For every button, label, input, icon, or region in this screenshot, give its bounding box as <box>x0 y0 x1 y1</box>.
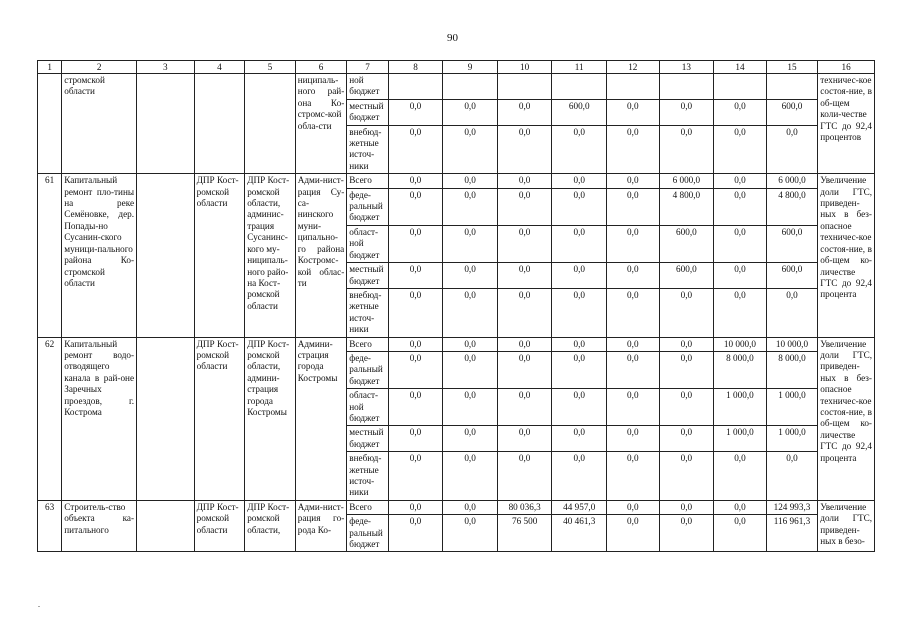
value-cell: 0,0 <box>766 288 818 337</box>
value-cell: 0,0 <box>443 188 498 225</box>
value-cell: 0,0 <box>552 452 607 501</box>
value-cell: 0,0 <box>714 174 767 188</box>
value-cell: 0,0 <box>607 452 660 501</box>
value-cell: 0,0 <box>388 188 443 225</box>
column-header-7: 7 <box>347 61 388 74</box>
value-cell: 0,0 <box>607 99 660 125</box>
funding-type: феде-ральный бюджет <box>347 351 388 388</box>
value-cell: 0,0 <box>552 337 607 351</box>
continuation-row <box>38 74 875 100</box>
cell-col6: ниципаль-ного рай-она Ко-стромс-кой обла-сти <box>295 74 347 174</box>
column-header-4: 4 <box>194 61 245 74</box>
value-cell: 0,0 <box>443 99 498 125</box>
value-cell: 0,0 <box>659 452 714 501</box>
funding-type: Всего <box>347 174 388 188</box>
value-cell: 600,0 <box>766 99 818 125</box>
value-cell: 0,0 <box>552 389 607 426</box>
funding-type: местный бюджет <box>347 263 388 289</box>
cell-col3 <box>137 74 195 174</box>
value-cell: 40 461,3 <box>552 515 607 552</box>
value-cell: 0,0 <box>607 500 660 514</box>
value-cell: 0,0 <box>388 452 443 501</box>
measure-name: Строитель-ство объекта ка-питального <box>62 500 137 552</box>
value-cell: 600,0 <box>659 225 714 262</box>
value-cell: 6 000,0 <box>766 174 818 188</box>
value-cell <box>388 74 443 100</box>
value-cell: 0,0 <box>497 288 552 337</box>
value-cell: 0,0 <box>497 174 552 188</box>
header-row <box>38 61 875 74</box>
cell-col1 <box>38 74 62 174</box>
value-cell: 0,0 <box>388 263 443 289</box>
value-cell: 0,0 <box>766 452 818 501</box>
value-cell: 8 000,0 <box>766 351 818 388</box>
value-cell: 0,0 <box>443 452 498 501</box>
funding-type: област-ной бюджет <box>347 389 388 426</box>
cell-name: стромской области <box>62 74 137 174</box>
value-cell: 0,0 <box>388 174 443 188</box>
row-number: 63 <box>38 500 62 552</box>
value-cell: 0,0 <box>607 125 660 174</box>
expected-result: Увеличение доли ГТС, приведен-ных в без-опасное техничес-кое состоя-ние, в об-щем ко-личестве ГТС до 92,4 процента <box>818 337 875 500</box>
value-cell <box>607 74 660 100</box>
value-cell: 8 000,0 <box>714 351 767 388</box>
value-cell: 124 993,3 <box>766 500 818 514</box>
value-cell: 600,0 <box>659 263 714 289</box>
value-cell: 0,0 <box>443 351 498 388</box>
value-cell: 0,0 <box>497 426 552 452</box>
value-cell: 0,0 <box>388 426 443 452</box>
value-cell: 0,0 <box>443 263 498 289</box>
funding-type: област-ной бюджет <box>347 225 388 262</box>
column-header-6: 6 <box>295 61 347 74</box>
expected-result: Увеличение доли ГТС, приведен-ных в безо- <box>818 500 875 552</box>
funding-type: местный бюджет <box>347 99 388 125</box>
cell-col3 <box>137 337 195 500</box>
funding-type: ной бюджет <box>347 74 388 100</box>
value-cell: 0,0 <box>388 500 443 514</box>
co-executor: ДПР Кост-ромской области, админис-трация Сусанинс-кого му-ниципаль-ного райо-на Кост-ромской области <box>245 174 296 337</box>
value-cell: 0,0 <box>607 188 660 225</box>
value-cell: 600,0 <box>766 263 818 289</box>
value-cell: 0,0 <box>607 263 660 289</box>
column-header-14: 14 <box>714 61 767 74</box>
responsible-executor: ДПР Кост-ромской области <box>194 500 245 552</box>
value-cell: 0,0 <box>607 426 660 452</box>
participant: Адми-нист-рация го-рода Ко- <box>295 500 347 552</box>
value-cell: 0,0 <box>497 99 552 125</box>
participant: Адми-нист-рация Су-са-нинского муни-ципально-го района Костромс-кой облас-ти <box>295 174 347 337</box>
value-cell: 0,0 <box>766 125 818 174</box>
value-cell: 0,0 <box>443 515 498 552</box>
value-cell: 0,0 <box>659 125 714 174</box>
value-cell: 0,0 <box>714 452 767 501</box>
co-executor: ДПР Кост-ромской области, <box>245 500 296 552</box>
co-executor: ДПР Кост-ромской области, админи-страция города Костромы <box>245 337 296 500</box>
column-header-13: 13 <box>659 61 714 74</box>
funding-type: местный бюджет <box>347 426 388 452</box>
responsible-executor: ДПР Кост-ромской области <box>194 174 245 337</box>
value-cell: 0,0 <box>443 225 498 262</box>
value-cell: 116 961,3 <box>766 515 818 552</box>
value-cell: 0,0 <box>552 288 607 337</box>
value-cell: 1 000,0 <box>714 389 767 426</box>
value-cell: 0,0 <box>443 174 498 188</box>
value-cell: 0,0 <box>497 351 552 388</box>
table-row <box>38 337 875 351</box>
funding-type: феде-ральный бюджет <box>347 515 388 552</box>
value-cell: 0,0 <box>607 389 660 426</box>
value-cell: 1 000,0 <box>766 389 818 426</box>
column-header-16: 16 <box>818 61 875 74</box>
value-cell: 10 000,0 <box>766 337 818 351</box>
column-header-12: 12 <box>607 61 660 74</box>
value-cell: 600,0 <box>552 99 607 125</box>
value-cell: 0,0 <box>552 188 607 225</box>
value-cell: 0,0 <box>607 351 660 388</box>
value-cell: 0,0 <box>552 351 607 388</box>
table-body <box>38 61 875 552</box>
value-cell: 0,0 <box>497 188 552 225</box>
program-table <box>37 60 875 552</box>
value-cell: 0,0 <box>443 125 498 174</box>
value-cell: 6 000,0 <box>659 174 714 188</box>
value-cell: 0,0 <box>714 515 767 552</box>
value-cell: 0,0 <box>659 389 714 426</box>
value-cell: 0,0 <box>659 500 714 514</box>
responsible-executor: ДПР Кост-ромской области <box>194 337 245 500</box>
value-cell: 0,0 <box>714 500 767 514</box>
funding-type: Всего <box>347 500 388 514</box>
value-cell: 0,0 <box>714 125 767 174</box>
cell-result: техничес-кое состоя-ние, в об-щем коли-честве ГТС до 92,4 процентов <box>818 74 875 174</box>
value-cell: 0,0 <box>388 125 443 174</box>
funding-type: феде-ральный бюджет <box>347 188 388 225</box>
column-header-3: 3 <box>137 61 195 74</box>
funding-type: внебюд-жетные источ-ники <box>347 288 388 337</box>
value-cell: 0,0 <box>659 99 714 125</box>
column-header-15: 15 <box>766 61 818 74</box>
value-cell: 0,0 <box>607 288 660 337</box>
measure-name: Капитальный ремонт пло-тины на реке Семёновке, дер. Попады-но Сусанин-ского муници-пального района Ко-стромской области <box>62 174 137 337</box>
column-header-9: 9 <box>443 61 498 74</box>
value-cell: 0,0 <box>388 288 443 337</box>
value-cell <box>497 74 552 100</box>
value-cell: 44 957,0 <box>552 500 607 514</box>
value-cell: 0,0 <box>607 515 660 552</box>
value-cell <box>443 74 498 100</box>
value-cell <box>552 74 607 100</box>
funding-type: Всего <box>347 337 388 351</box>
table-row <box>38 500 875 514</box>
value-cell: 1 000,0 <box>766 426 818 452</box>
row-number: 61 <box>38 174 62 337</box>
column-header-5: 5 <box>245 61 296 74</box>
value-cell: 0,0 <box>714 188 767 225</box>
value-cell: 0,0 <box>443 288 498 337</box>
value-cell: 0,0 <box>388 225 443 262</box>
value-cell: 4 800,0 <box>659 188 714 225</box>
value-cell: 0,0 <box>607 174 660 188</box>
value-cell: 0,0 <box>552 263 607 289</box>
footer-mark: . <box>38 600 40 609</box>
value-cell: 0,0 <box>552 125 607 174</box>
value-cell: 0,0 <box>388 389 443 426</box>
value-cell: 600,0 <box>766 225 818 262</box>
funding-type: внебюд-жетные источ-ники <box>347 125 388 174</box>
cell-col5 <box>245 74 296 174</box>
value-cell: 0,0 <box>388 351 443 388</box>
value-cell: 0,0 <box>552 174 607 188</box>
table-row <box>38 174 875 188</box>
participant: Админи-страция города Костромы <box>295 337 347 500</box>
value-cell: 0,0 <box>714 288 767 337</box>
value-cell <box>659 74 714 100</box>
value-cell: 0,0 <box>659 515 714 552</box>
value-cell: 0,0 <box>388 99 443 125</box>
value-cell: 0,0 <box>497 337 552 351</box>
column-header-11: 11 <box>552 61 607 74</box>
cell-col4 <box>194 74 245 174</box>
value-cell <box>714 74 767 100</box>
value-cell: 1 000,0 <box>714 426 767 452</box>
cell-col3 <box>137 174 195 337</box>
value-cell: 4 800,0 <box>766 188 818 225</box>
value-cell: 0,0 <box>659 337 714 351</box>
column-header-1: 1 <box>38 61 62 74</box>
value-cell: 0,0 <box>552 426 607 452</box>
measure-name: Капитальный ремонт водо-отводящего канала в рай-оне Заречных проездов, г. Кострома <box>62 337 137 500</box>
column-header-2: 2 <box>62 61 137 74</box>
value-cell: 10 000,0 <box>714 337 767 351</box>
value-cell: 0,0 <box>497 389 552 426</box>
row-number: 62 <box>38 337 62 500</box>
cell-col3 <box>137 500 195 552</box>
value-cell: 0,0 <box>607 225 660 262</box>
column-header-8: 8 <box>388 61 443 74</box>
value-cell: 0,0 <box>443 426 498 452</box>
value-cell: 80 036,3 <box>497 500 552 514</box>
value-cell: 0,0 <box>388 515 443 552</box>
value-cell: 0,0 <box>714 263 767 289</box>
value-cell: 0,0 <box>443 389 498 426</box>
value-cell: 0,0 <box>552 225 607 262</box>
value-cell: 0,0 <box>497 125 552 174</box>
value-cell: 0,0 <box>388 337 443 351</box>
value-cell: 76 500 <box>497 515 552 552</box>
value-cell: 0,0 <box>443 500 498 514</box>
value-cell: 0,0 <box>714 99 767 125</box>
page-number: 90 <box>447 32 458 44</box>
value-cell: 0,0 <box>607 337 660 351</box>
value-cell: 0,0 <box>497 452 552 501</box>
value-cell: 0,0 <box>497 225 552 262</box>
value-cell: 0,0 <box>497 263 552 289</box>
value-cell: 0,0 <box>443 337 498 351</box>
value-cell: 0,0 <box>714 225 767 262</box>
value-cell: 0,0 <box>659 351 714 388</box>
value-cell <box>766 74 818 100</box>
funding-type: внебюд-жетные источ-ники <box>347 452 388 501</box>
value-cell: 0,0 <box>659 288 714 337</box>
expected-result: Увеличение доли ГТС, приведен-ных в без-опасное техничес-кое состоя-ние, в об-щем ко-личестве ГТС до 92,4 процента <box>818 174 875 337</box>
column-header-10: 10 <box>497 61 552 74</box>
value-cell: 0,0 <box>659 426 714 452</box>
